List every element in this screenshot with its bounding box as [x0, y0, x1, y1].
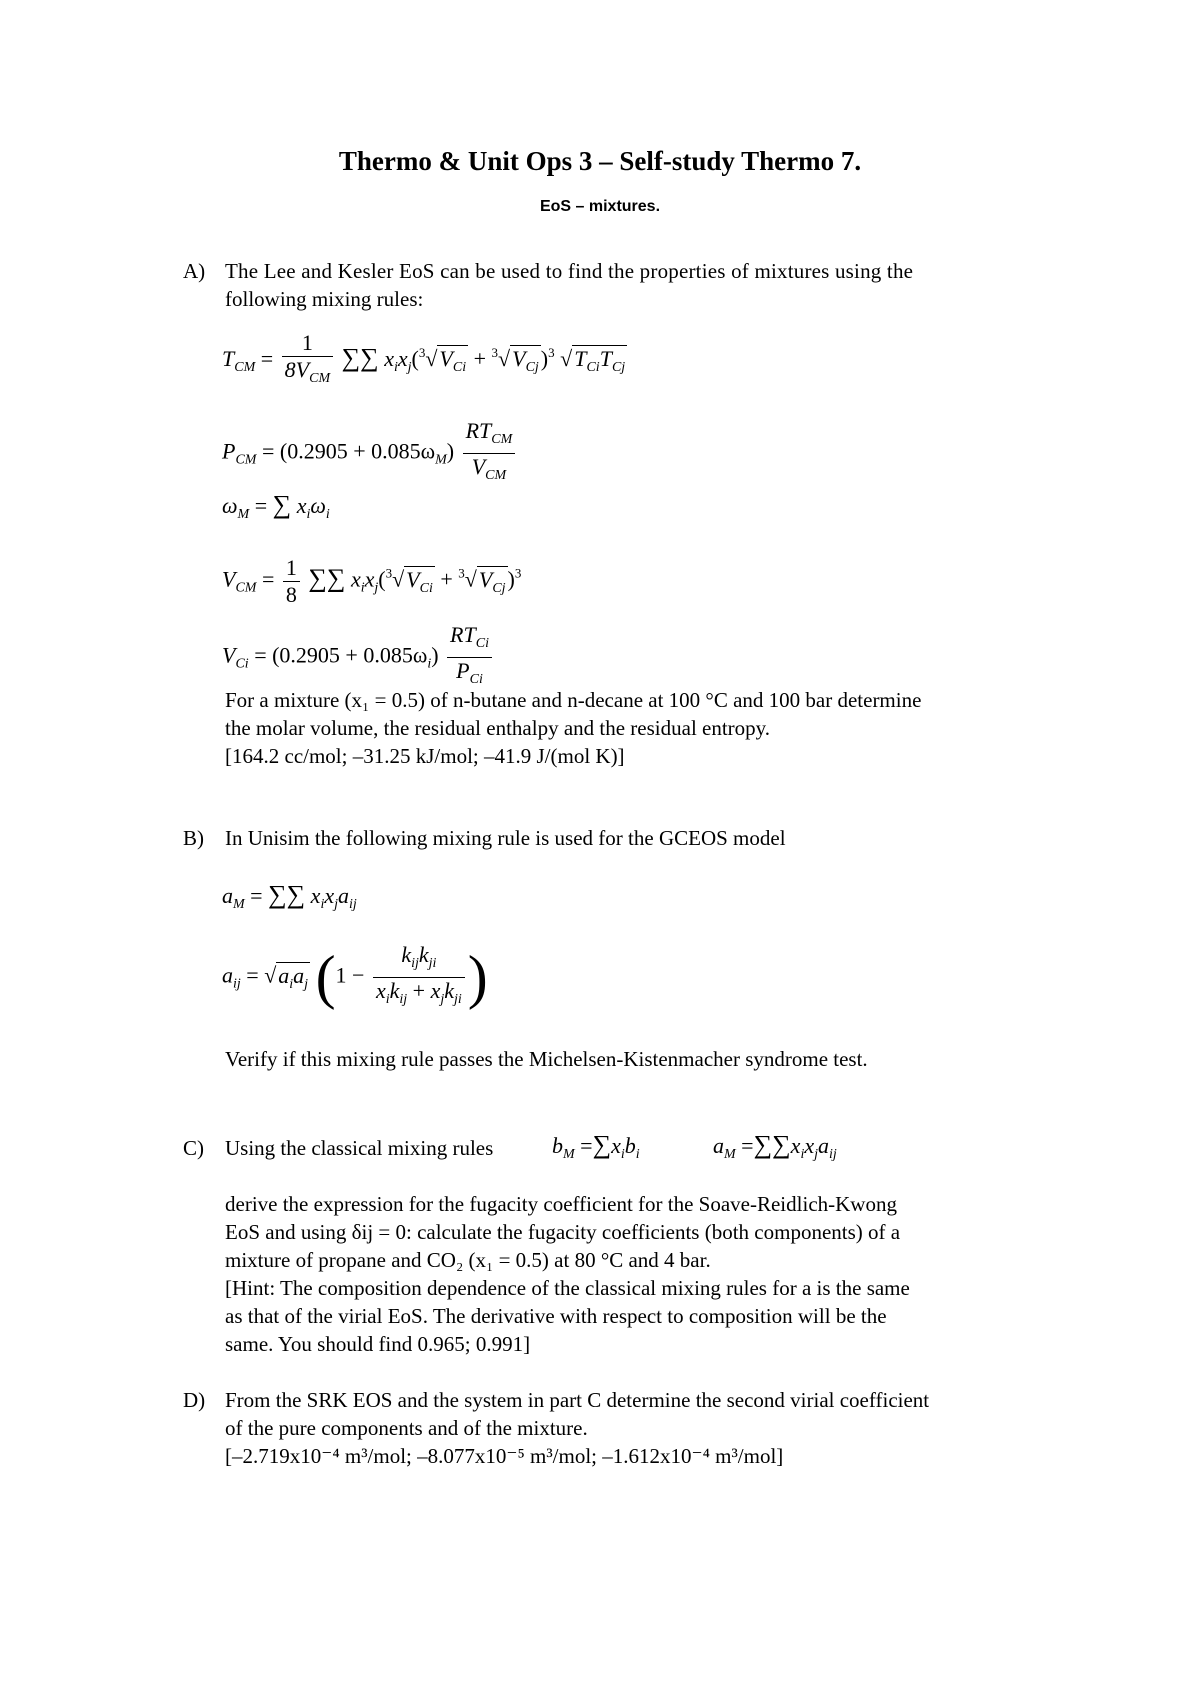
- section-b-task: Verify if this mixing rule passes the Michelsen-Kistenmacher syndrome test.: [225, 1047, 868, 1071]
- equation-bm: $b_M =\sum x_ib_i$: [552, 1130, 640, 1162]
- equation-vcm: $V_{CM}$ = $\frac{1}{8}$ ∑∑ $x_ix_j(^3√V_{Ci} + ^3√V_{Cj})^3$: [222, 555, 522, 607]
- section-a-task-line2: the molar volume, the residual enthalpy and the residual entropy.: [225, 716, 771, 740]
- section-c-line1: derive the expression for the fugacity coefficient for the Soave-Reidlich-Kwong: [225, 1192, 897, 1216]
- section-d-label: D): [183, 1388, 206, 1412]
- equation-omega-m: $\omega_M$ = ∑ $x_i\omega_i$: [222, 490, 330, 522]
- equation-am-classical: $a_M =\sum\sum x_ix_ja_{ij}$: [713, 1130, 837, 1162]
- section-c-line3: mixture of propane and CO₂ (x₁ = 0.5) at 80 °C and 4 bar.: [225, 1248, 711, 1272]
- section-c-intro: Using the classical mixing rules: [225, 1136, 494, 1160]
- section-a-task-line1: For a mixture (x₁ = 0.5) of n-butane and n-decane at 100 °C and 100 bar determine: [225, 688, 922, 712]
- equation-vci: $V_{Ci} = (0.2905 + 0.085\omega_i)$ $\frac{RT_{Ci}}{P_{Ci}}$: [222, 622, 495, 693]
- section-a-intro-line1: The Lee and Kesler EoS can be used to find the properties of mixtures using the: [225, 259, 914, 283]
- section-b-intro: In Unisim the following mixing rule is used for the GCEOS model: [225, 826, 786, 850]
- section-c-line2: EoS and using δij = 0: calculate the fugacity coefficients (both components) of a: [225, 1220, 901, 1244]
- section-d-answer: [–2.719x10⁻⁴ m³/mol; –8.077x10⁻⁵ m³/mol; –1.612x10⁻⁴ m³/mol]: [225, 1444, 784, 1468]
- page-title: Thermo & Unit Ops 3 – Self-study Thermo 7.: [338, 146, 862, 176]
- equation-aij: $a_{ij} = √a_ia_j$ (1 − $\frac{k_{ij}k_{ji}}{x_ik_{ij} + x_jk_{ji}}$ ): [222, 942, 488, 1010]
- section-b-label: B): [183, 826, 204, 850]
- section-c-hint3: same. You should find 0.965; 0.991]: [225, 1332, 531, 1356]
- equation-pcm: $P_{CM} = (0.2905 + 0.085\omega_M)$ $\frac{RT_{CM}}{V_{CM}}$: [222, 418, 518, 489]
- section-d-line1: From the SRK EOS and the system in part C determine the second virial coefficient: [225, 1388, 930, 1412]
- section-a-answer: [164.2 cc/mol; –31.25 kJ/mol; –41.9 J/(mol K)]: [225, 744, 625, 768]
- equation-am: $a_M$ = ∑∑ $x_ix_ja_{ij}$: [222, 880, 357, 912]
- section-d-line2: of the pure components and of the mixture.: [225, 1416, 588, 1440]
- section-a-intro-line2: following mixing rules:: [225, 287, 424, 311]
- equation-tcm: $T_{CM}$ = $\frac{1}{8V_{CM}}$ ∑∑ $x_ix_j(^3√V_{Ci} + ^3√V_{Cj})^3$ $√T_{Ci}T_{Cj}$: [222, 330, 626, 386]
- section-c-hint2: as that of the virial EoS. The derivative with respect to composition will be the: [225, 1304, 887, 1328]
- section-c-hint1: [Hint: The composition dependence of the classical mixing rules for a is the same: [225, 1276, 910, 1300]
- page-subtitle: EoS – mixtures.: [539, 198, 661, 215]
- section-c-label: C): [183, 1136, 204, 1160]
- section-a-label: A): [183, 259, 206, 283]
